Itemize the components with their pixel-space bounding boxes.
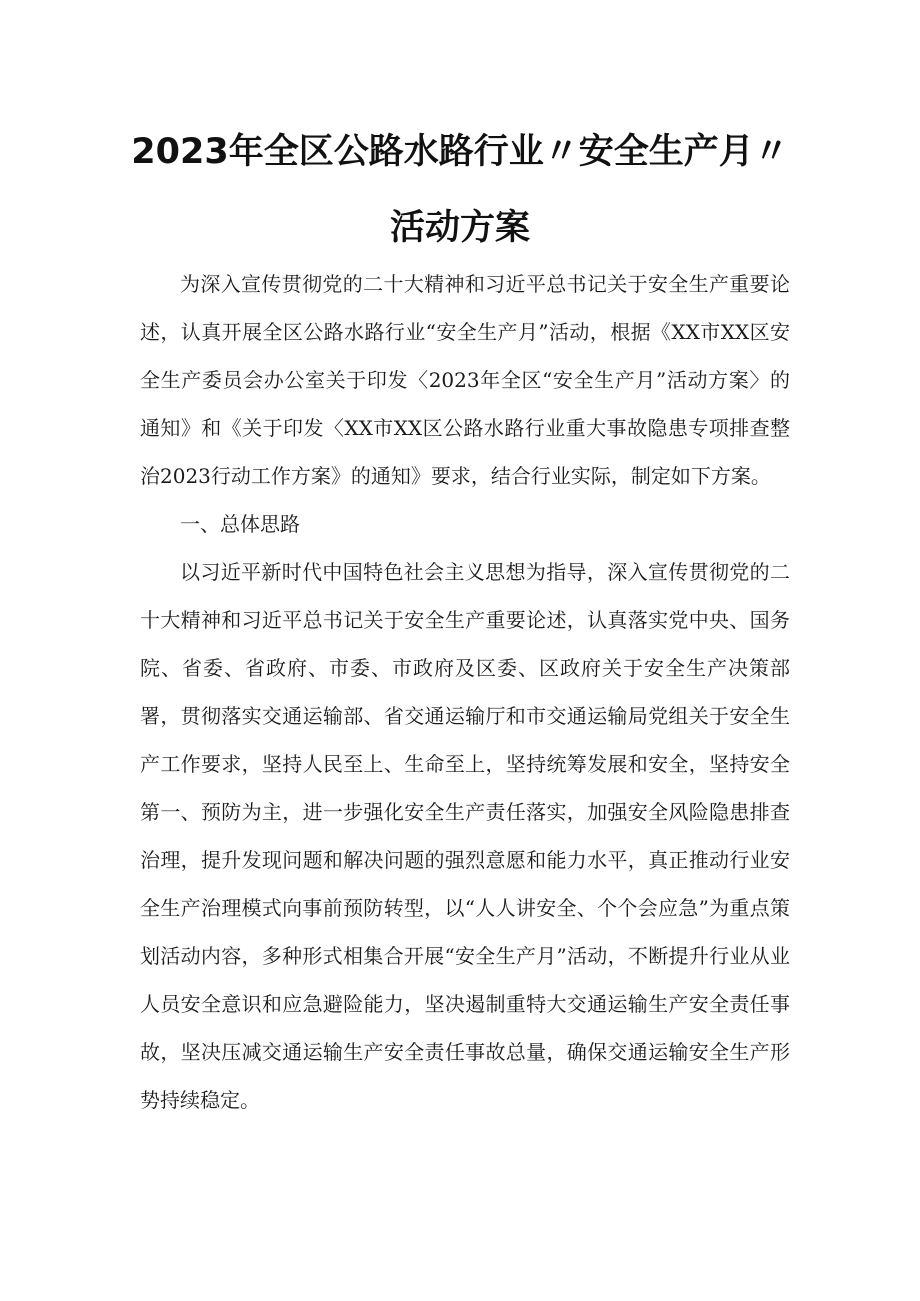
document-title-line-1: 2023年全区公路水路行业〃安全生产月〃 [131,132,789,172]
body-paragraph: 以习近平新时代中国特色社会主义思想为指导，深入宣传贯彻党的二十大精神和习近平总书记关于安全生产重要论述，认真落实党中央、国务院、省委、省政府、市委、市政府及区委、区政府关于安全生产决策部署，贯彻落实交通运输部、省交通运输厅和市交通运输局党组关于安全生产工作要求，坚持人民至上、生命至上，坚持统筹发展和安全，坚持安全第一、预防为主，进一步强化安全生产责任落实，加强安全风险隐患排查治理，提升发现问题和解决问题的强烈意愿和能力水平，真正推动行业安全生产治理模式向事前预防转型，以“人人讲安全、个个会应急”为重点策划活动内容，多种形式相集合开展“安全生产月”活动，不断提升行业从业人员安全意识和应急避险能力，坚决遏制重特大交通运输生产安全责任事故，坚决压减交通运输生产安全责任事故总量，确保交通运输安全生产形势持续稳定。 [140,560,790,1112]
document-title-line-2: 活动方案 [389,208,530,248]
section-heading: 一、总体思路 [180,512,300,536]
document-body [140,260,790,1124]
intro-paragraph: 为深入宣传贯彻党的二十大精神和习近平总书记关于安全生产重要论述，认真开展全区公路水路行业“安全生产月”活动，根据《XX市XX区安全生产委员会办公室关于印发〈2023年全区“安全生产月”活动方案〉的通知》和《关于印发〈XX市XX区公路水路行业重大事故隐患专项排查整治2023行动工作方案》的通知》要求，结合行业实际，制定如下方案。 [140,272,790,488]
